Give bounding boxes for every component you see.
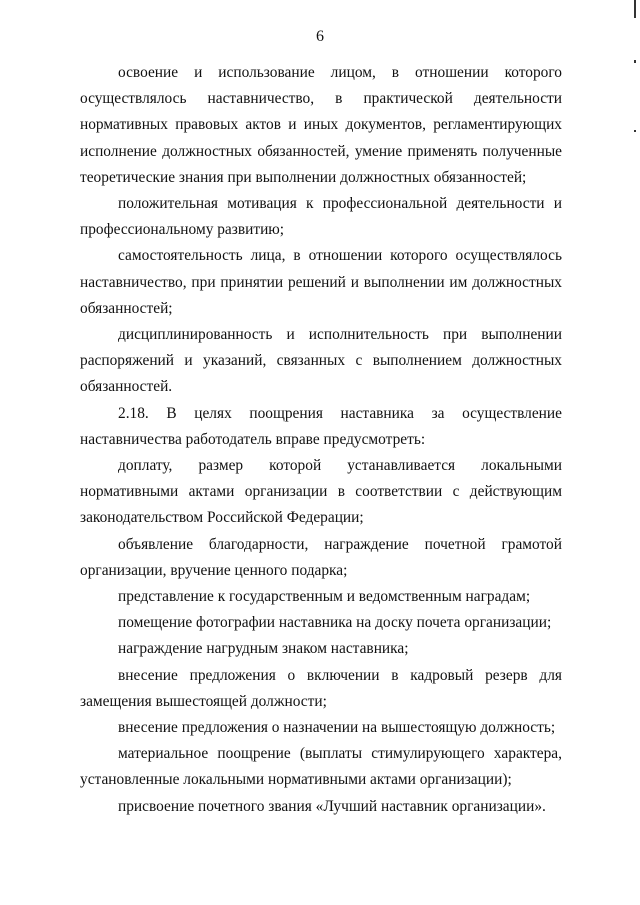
paragraph: представление к государственным и ведомственным наградам;: [118, 588, 531, 606]
paragraph: помещение фотографии наставника на доску почета организации;: [118, 614, 552, 632]
paragraph: доплату, размер которой устанавливается локальными нормативными актами организации в соответствии с действующим законодательством Российской Федерации;: [80, 457, 562, 527]
paragraph: внесение предложения о включении в кадровый резерв для замещения вышестоящей должности;: [80, 666, 562, 710]
paragraph: присвоение почетного звания «Лучший наставник организации».: [118, 797, 546, 815]
paragraph: внесение предложения о назначении на вышестоящую должность;: [118, 719, 556, 737]
paragraph: дисциплинированность и исполнительность при выполнении распоряжений и указаний, связанных с выполнением должностных обязанностей.: [80, 326, 562, 396]
paragraph: награждение нагрудным знаком наставника;: [118, 640, 409, 658]
scan-edge-mark: [634, 130, 636, 132]
paragraph: положительная мотивация к профессиональной деятельности и профессиональному развитию;: [80, 195, 562, 239]
document-body: [80, 60, 562, 820]
paragraph: объявление благодарности, награждение почетной грамотой организации, вручение ценного подарка;: [80, 535, 562, 579]
scan-edge-mark: [634, 60, 636, 63]
paragraph: материальное поощрение (выплаты стимулирующего характера, установленные локальными нормативными актами организации);: [80, 745, 562, 789]
paragraph: 2.18. В целях поощрения наставника за осуществление наставничества работодатель вправе предусмотреть:: [80, 404, 562, 448]
paragraph: освоение и использование лицом, в отношении которого осуществлялось наставничество, в практической деятельности нормативных правовых актов и иных документов, регламентирующих исполнение должностных обязанностей, умение применять полученные теоретические знания при выполнении должностных обязанностей;: [80, 64, 562, 186]
page-number: 6: [316, 28, 324, 45]
paragraph: самостоятельность лица, в отношении которого осуществлялось наставничество, при принятии решений и выполнении им должностных обязанностей;: [80, 247, 562, 317]
scan-edge-mark: [634, 0, 636, 18]
